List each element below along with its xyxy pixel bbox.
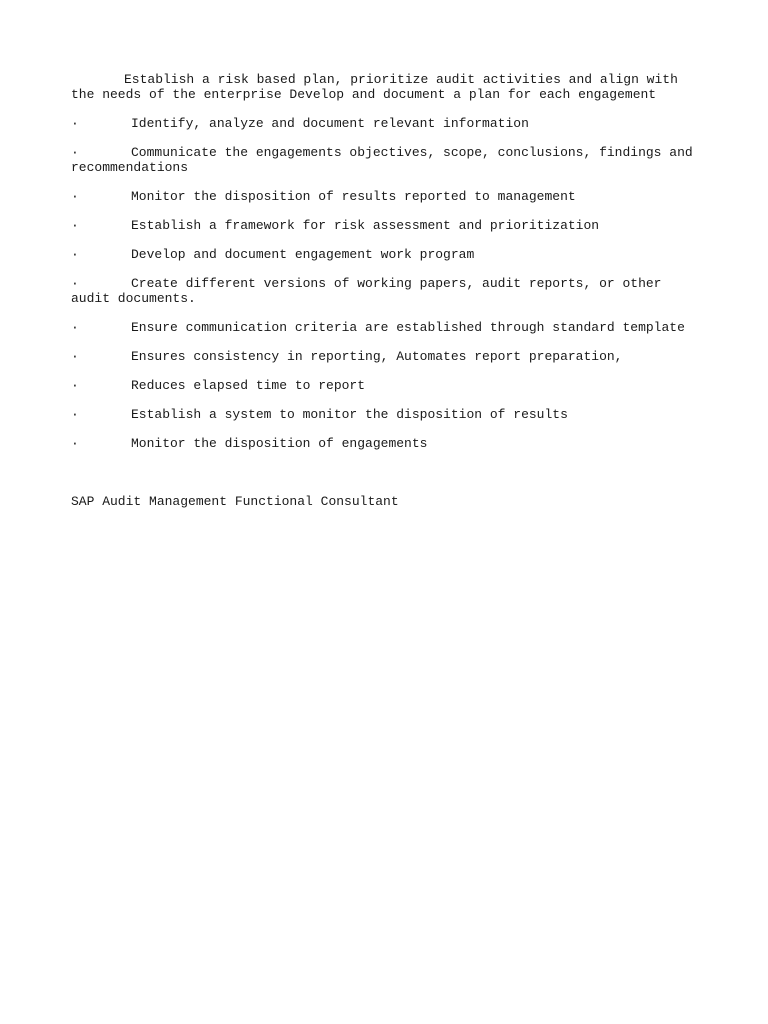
list-item <box>71 320 701 335</box>
bullet-dot-icon: · <box>71 218 79 233</box>
bullet-dot-icon: · <box>71 407 79 422</box>
list-item-text: Ensure communication criteria are established through standard template <box>131 320 685 335</box>
list-item <box>71 407 701 422</box>
list-item <box>71 276 701 306</box>
bullet-dot-icon: · <box>71 320 79 335</box>
list-item <box>71 247 701 262</box>
list-item <box>71 116 701 131</box>
list-item-text: Establish a framework for risk assessment and prioritization <box>131 218 600 233</box>
bullet-dot-icon: · <box>71 378 79 393</box>
list-item <box>71 378 701 393</box>
list-item-text: Reduces elapsed time to report <box>131 378 366 393</box>
list-item <box>71 218 701 233</box>
bullet-list <box>71 116 701 451</box>
list-item-text: Monitor the disposition of engagements <box>131 436 428 451</box>
signature-line: SAP Audit Management Functional Consultant <box>71 494 399 509</box>
list-item <box>71 349 701 364</box>
list-item-text: Establish a system to monitor the disposition of results <box>131 407 568 422</box>
list-item <box>71 189 701 204</box>
bullet-dot-icon: · <box>71 349 79 364</box>
list-item-text: Develop and document engagement work program <box>131 247 475 262</box>
list-item-text: Identify, analyze and document relevant information <box>131 116 529 131</box>
list-item <box>71 145 701 175</box>
list-item-text: Communicate the engagements objectives, scope, conclusions, findings and recommendations <box>71 145 693 175</box>
list-item <box>71 436 701 451</box>
list-item-text: Create different versions of working papers, audit reports, or other audit documents. <box>71 276 662 306</box>
list-item-text: Monitor the disposition of results reported to management <box>131 189 576 204</box>
intro-paragraph: Establish a risk based plan, prioritize audit activities and align with the needs of the enterprise Develop and document a plan for each engagement <box>71 72 686 102</box>
document-page <box>71 72 701 522</box>
bullet-dot-icon: · <box>71 247 79 262</box>
bullet-dot-icon: · <box>71 116 79 131</box>
bullet-dot-icon: · <box>71 145 79 160</box>
bullet-dot-icon: · <box>71 276 79 291</box>
bullet-dot-icon: · <box>71 436 79 451</box>
bullet-dot-icon: · <box>71 189 79 204</box>
list-item-text: Ensures consistency in reporting, Automates report preparation, <box>131 349 623 364</box>
